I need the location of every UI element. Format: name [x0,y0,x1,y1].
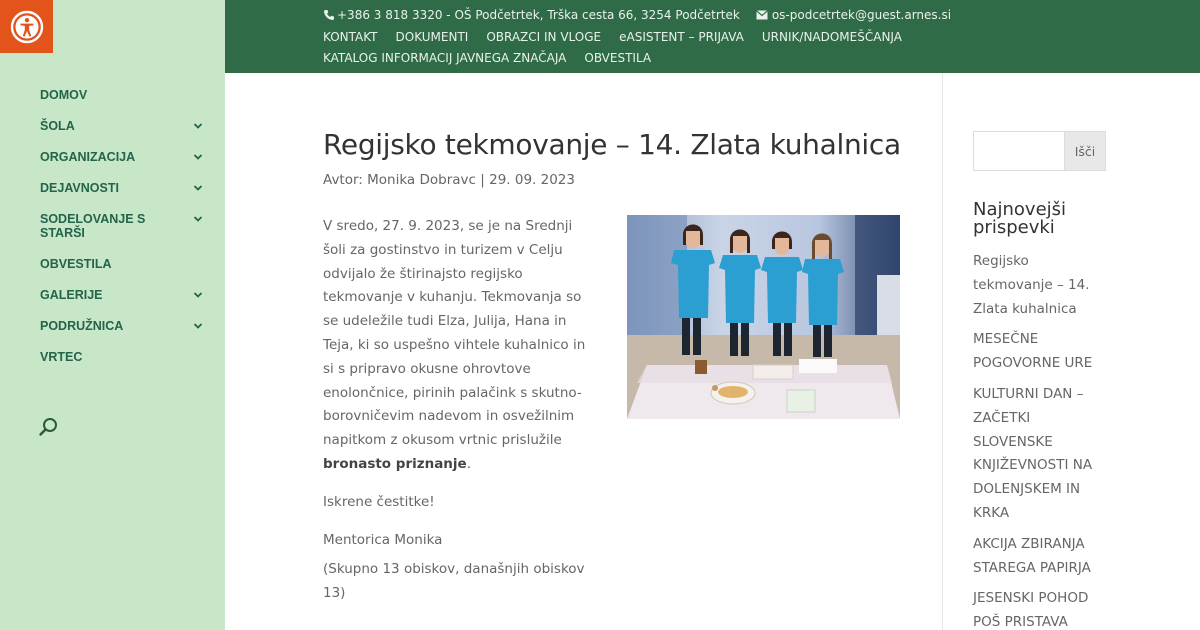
right-sidebar [973,131,1106,630]
sidebar-item-label: OBVESTILA [40,257,112,271]
menu-item-katalog-informacij[interactable]: KATALOG INFORMACIJ JAVNEGA ZNAČAJA [323,51,567,65]
post-paragraph [323,215,595,477]
sidebar [0,0,225,630]
post-date: 29. 09. 2023 [489,172,575,188]
chevron-down-icon[interactable] [192,151,204,163]
accessibility-icon [10,10,44,44]
sidebar-item-obvestila[interactable] [40,257,210,271]
menu-item-obvestila[interactable]: OBVESTILA [584,51,652,65]
sidebar-item-vrtec[interactable] [40,350,210,364]
content-divider [942,73,943,630]
post-meta [323,172,903,188]
chevron-down-icon[interactable] [192,213,204,225]
search-widget [973,131,1106,171]
sidebar-item-label: SODELOVANJE S STARŠI [40,212,146,240]
recent-post-link[interactable]: MESEČNE POGOVORNE URE [973,331,1093,372]
sidebar-item-label: ŠOLA [40,119,75,133]
contact-address: +386 3 818 3320 - OŠ Podčetrtek, Trška cesta 66, 3254 Podčetrtek [337,8,740,22]
sidebar-item-domov[interactable] [40,88,210,102]
recent-post-link[interactable]: Regijsko tekmovanje – 14. Zlata kuhalnica [973,253,1090,317]
sidebar-item-dejavnosti[interactable] [40,181,210,195]
sidebar-item-label: DEJAVNOSTI [40,181,119,195]
sidebar-item-label: GALERIJE [40,288,103,302]
contact-bar [323,8,951,22]
menu-item-urnik-nadomescanja[interactable]: URNIK/NADOMEŠČANJA [761,30,902,44]
sidebar-item-sodelovanje-s-starši[interactable] [40,212,210,240]
sidebar-item-šola[interactable] [40,119,210,133]
top-header [225,0,1200,73]
chevron-down-icon[interactable] [192,120,204,132]
recent-post-link[interactable]: AKCIJA ZBIRANJA STAREGA PAPIRJA [973,535,1091,576]
congratulations-text: Iskrene čestitke! [323,493,435,510]
chevron-down-icon[interactable] [192,289,204,301]
post-photo[interactable] [627,215,900,419]
sidebar-item-organizacija[interactable] [40,150,210,164]
visit-counter: (Skupno 13 obiskov, današnjih obiskov 13) [323,561,585,602]
contact-email[interactable]: os-podcetrtek@guest.arnes.si [771,8,952,22]
main-navigation [40,88,210,381]
search-icon[interactable] [38,416,60,438]
search-button[interactable]: Išči [1064,131,1106,171]
recent-post-link[interactable]: JESENSKI POHOD POŠ PRISTAVA [973,590,1089,630]
sidebar-item-label: VRTEC [40,350,83,364]
meta-separator: | [475,172,490,188]
sidebar-item-podružnica[interactable] [40,319,210,333]
menu-item-easistent-prijava[interactable]: eASISTENT – PRIJAVA [619,30,744,44]
menu-item-obrazci-in-vloge[interactable]: OBRAZCI IN VLOGE [486,30,602,44]
post-body [323,215,903,606]
award-text: bronasto priznanje [323,455,467,472]
paragraph-end: . [466,455,471,472]
accessibility-button[interactable] [0,0,53,53]
menu-item-kontakt[interactable]: KONTAKT [323,30,378,44]
chevron-down-icon[interactable] [192,182,204,194]
sidebar-item-label: PODRUŽNICA [40,319,124,333]
meta-prefix: Avtor: [323,172,368,188]
search-input[interactable] [973,131,1064,171]
paragraph-text: V sredo, 27. 9. 2023, se je na Srednji šoli za gostinstvo in turizem v Celju odvijalo že štirinajsto regijsko tekmovanje v kuhanju. Tekmovanja so se udeležile tudi Elza, Julija, Hana in Teja, ki so uspešno vihtele kuhalnico in si s pripravo okusne ohrovtove enolončnice, pirinih palačink s skutno-borovničevim nadevom in osvežilnim napitkom z okusom vrtnic prislužile [323,218,586,449]
recent-posts-list [973,250,1106,630]
chevron-down-icon[interactable] [192,320,204,332]
top-menu [323,29,1023,66]
sidebar-item-label: ORGANIZACIJA [40,150,136,164]
email-icon [756,10,768,20]
post-author-link[interactable]: Monika Dobravc [367,172,476,188]
post-content [323,130,903,620]
menu-item-dokumenti[interactable]: DOKUMENTI [395,30,469,44]
recent-posts-title: Najnovejši prispevki [973,199,1067,238]
phone-icon [323,9,335,21]
post-title: Regijsko tekmovanje – 14. Zlata kuhalnica [323,128,901,161]
sidebar-item-label: DOMOV [40,88,88,102]
mentor-text: Mentorica Monika [323,531,443,548]
sidebar-item-galerije[interactable] [40,288,210,302]
post-text [323,215,595,606]
recent-post-link[interactable]: KULTURNI DAN – ZAČETKI SLOVENSKE KNJIŽEVNOSTI NA DOLENJSKEM IN KRKA [973,385,1093,521]
